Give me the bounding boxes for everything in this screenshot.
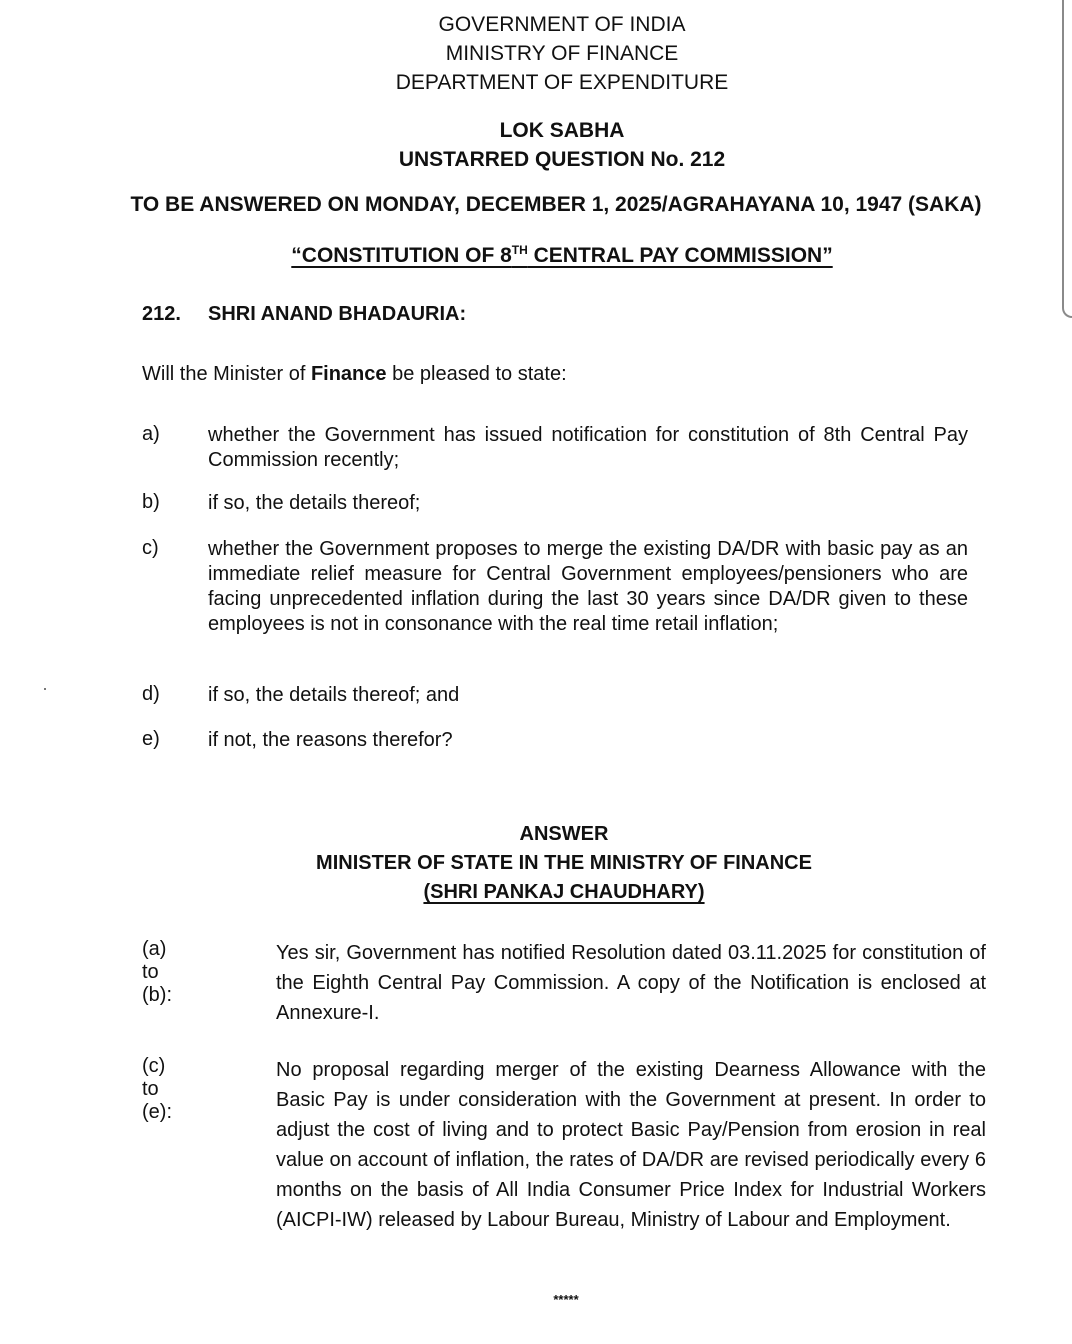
part-text: if so, the details thereof; <box>208 492 421 514</box>
answer-date: TO BE ANSWERED ON MONDAY, DECEMBER 1, 2025/AGRAHAYANA 10, 1947 (SAKA) <box>130 193 982 216</box>
header-line-department: DEPARTMENT OF EXPENDITURE <box>395 71 729 94</box>
question-type: UNSTARRED QUESTION No. 212 <box>398 148 726 171</box>
intro-text-start: Will the Minister of <box>142 363 311 385</box>
part-label: e) <box>142 728 160 750</box>
part-text: whether the Government has issued notification for constitution of 8th Central Pay Commission recently; <box>208 424 968 471</box>
minister-name: (SHRI PANKAJ CHAUDHARY) <box>423 881 705 903</box>
house-name: LOK SABHA <box>499 119 625 142</box>
part-text: whether the Government proposes to merge the existing DA/DR with basic pay as an immediate relief measure for Central Government employees/pensioners who are facing unprecedented inflation during the last 30 years since DA/DR given to these employees is not in consonance with the real time retail inflation; <box>208 538 968 635</box>
part-label: b) <box>142 491 160 513</box>
answer-label: (c) to (e): <box>142 1055 172 1123</box>
part-label: c) <box>142 537 159 559</box>
question-intro <box>142 363 567 386</box>
intro-text-bold: Finance <box>310 363 387 385</box>
answer-header <box>0 820 1072 907</box>
header-line-ministry: MINISTRY OF FINANCE <box>445 42 679 65</box>
part-text: if so, the details thereof; and <box>208 684 460 706</box>
subject-title <box>0 243 1072 268</box>
header-line-government: GOVERNMENT OF INDIA <box>438 13 686 36</box>
intro-text-end: be pleased to state: <box>386 363 567 385</box>
answer-text: No proposal regarding merger of the existing Dearness Allowance with the Basic Pay is under consideration with the Government at present. In order to adjust the cost of living and to protect Basic Pay/Pension from erosion in real value on account of inflation, the rates of DA/DR are revised periodically every 6 months on the basis of All India Consumer Price Index for Industrial Workers (AICPI-IW) released by Labour Bureau, Ministry of Labour and Employment. <box>276 1059 986 1231</box>
question-number: 212. <box>142 303 181 325</box>
part-text: if not, the reasons therefor? <box>208 729 453 751</box>
answer-label: (a) to (b): <box>142 938 172 1006</box>
subject-suffix: CENTRAL PAY COMMISSION” <box>527 244 833 267</box>
question-member <box>142 303 466 326</box>
part-label: d) <box>142 683 160 705</box>
member-name: SHRI ANAND BHADAURIA: <box>208 303 467 325</box>
part-label: a) <box>142 423 160 445</box>
answer-text: Yes sir, Government has notified Resolution dated 03.11.2025 for constitution of the Eighth Central Pay Commission. A copy of the Notification is enclosed at Annexure-I. <box>276 942 986 1024</box>
page-edge-curve <box>1062 300 1072 318</box>
subject-prefix: “CONSTITUTION OF 8 <box>291 244 512 267</box>
answer-title: ANSWER <box>519 823 609 845</box>
end-mark: ***** <box>553 1292 579 1307</box>
scan-speck <box>44 688 46 690</box>
subject-superscript: TH <box>511 243 528 257</box>
ministry-header <box>0 10 1072 97</box>
question-header <box>0 116 1072 174</box>
minister-role: MINISTER OF STATE IN THE MINISTRY OF FINANCE <box>316 852 812 874</box>
